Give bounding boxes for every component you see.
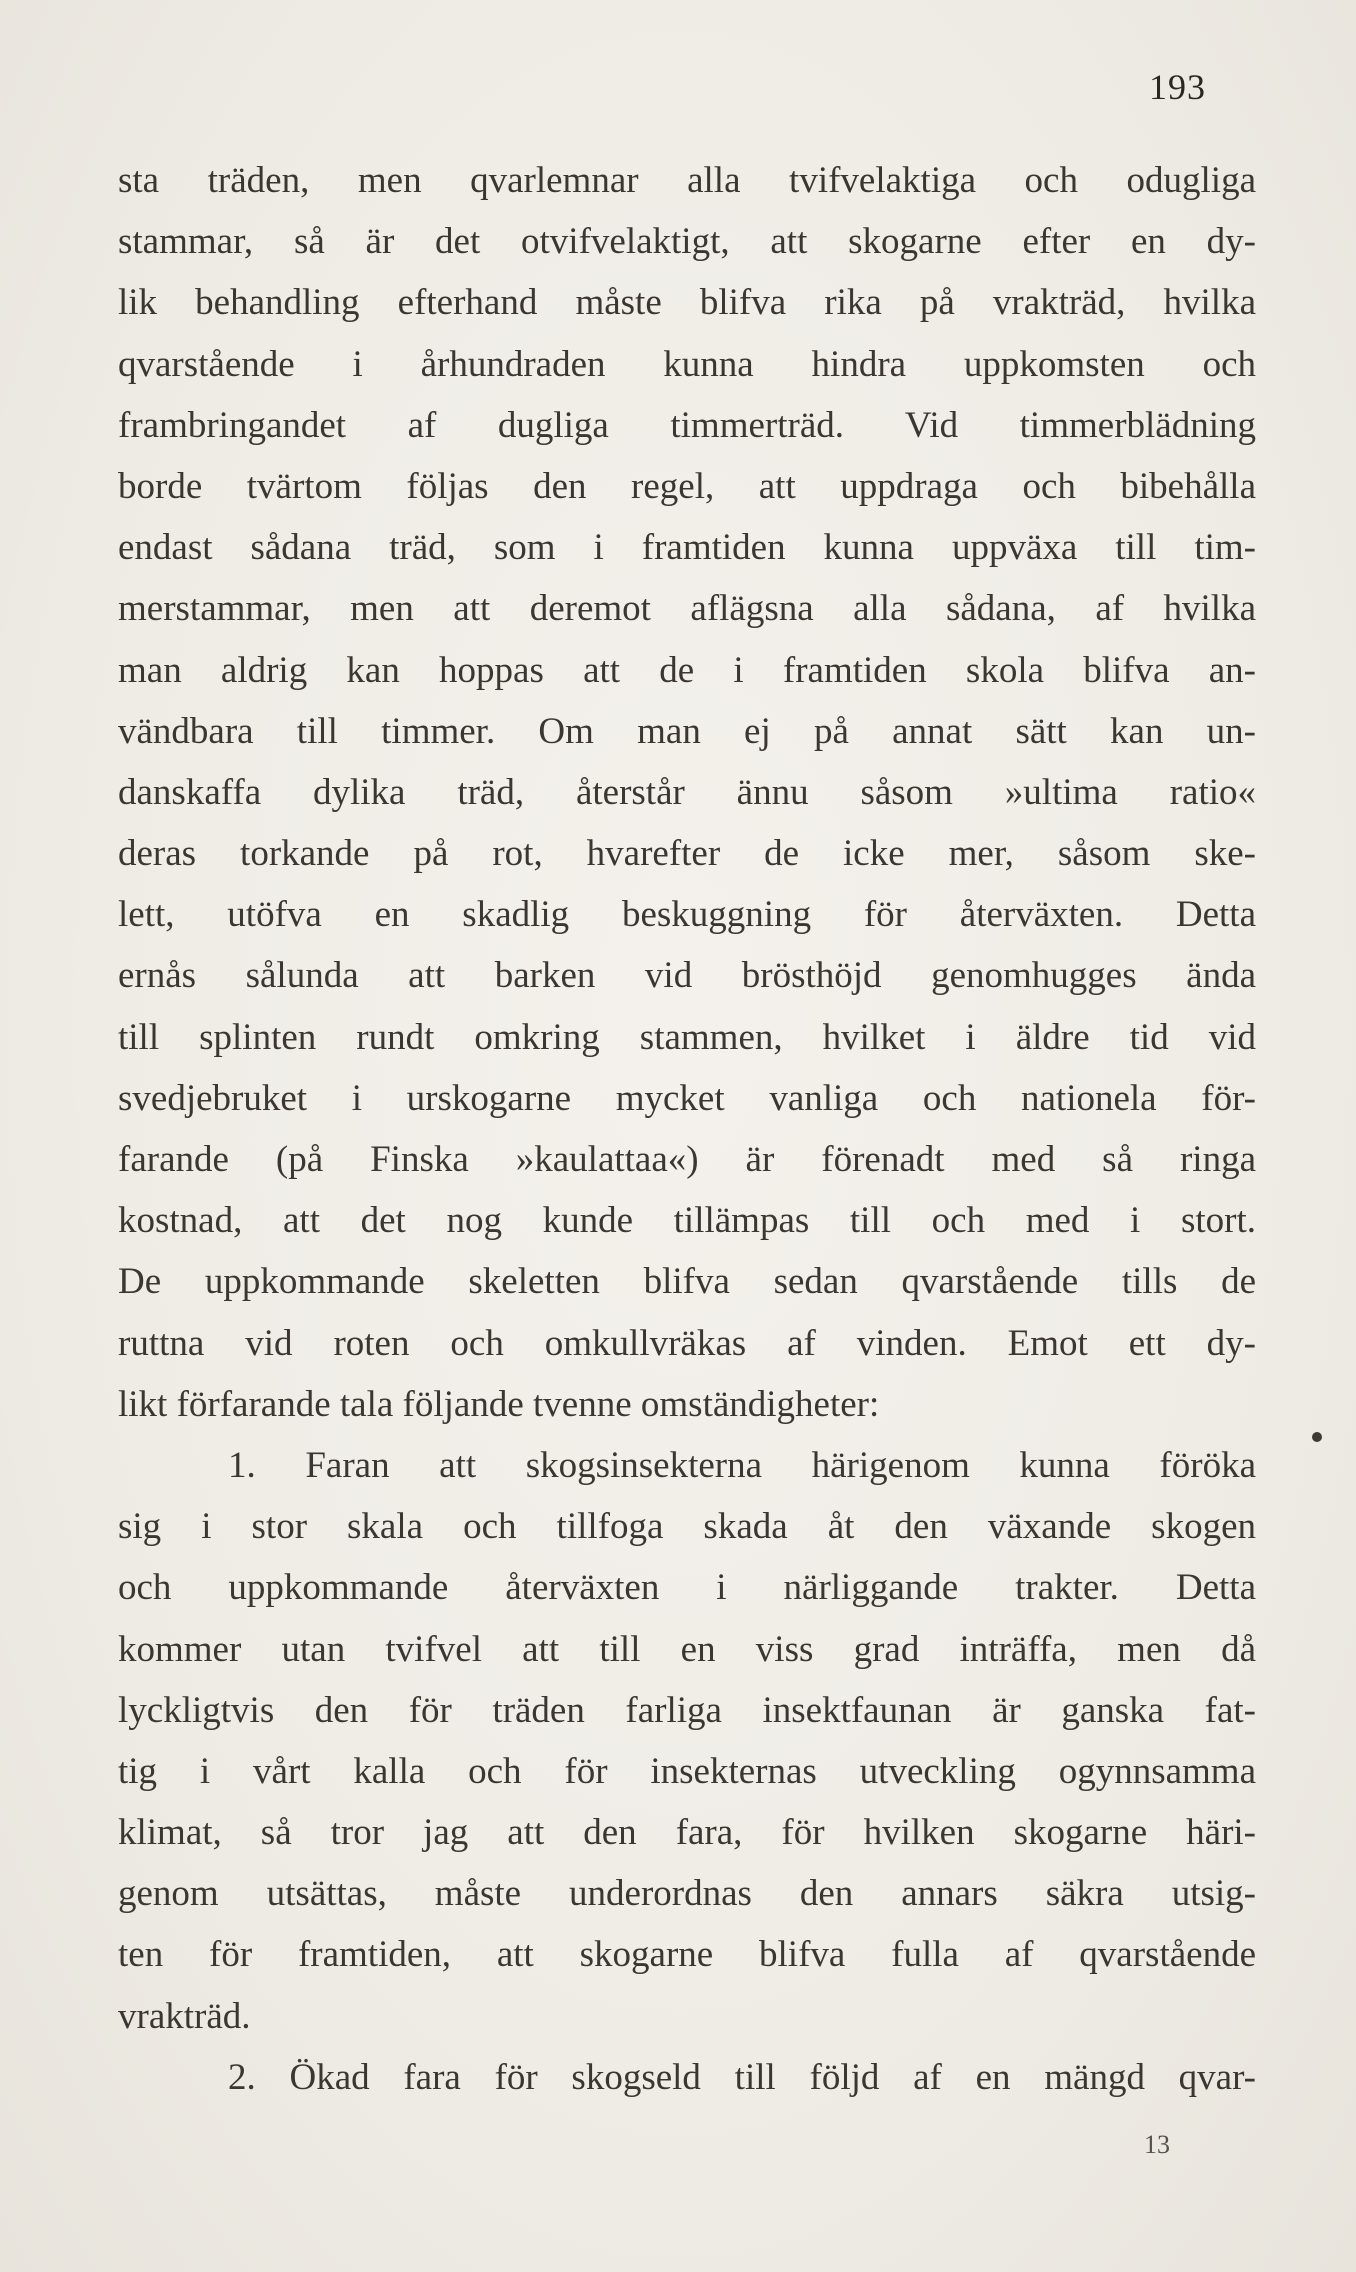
text-line: tig i vårt kalla och för insekternas utveckling ogynnsamma	[118, 1750, 1256, 1792]
text-line: till splinten rundt omkring stammen, hvilket i äldre tid vid	[118, 1016, 1256, 1058]
signature-mark: 13	[1144, 2130, 1170, 2159]
text-line: svedjebruket i urskogarne mycket vanliga och nationela för-	[118, 1077, 1256, 1119]
text-line: likt förfarande tala följande tvenne omständigheter:	[118, 1383, 880, 1425]
text-line: genom utsättas, måste underordnas den annars säkra utsig-	[118, 1873, 1256, 1915]
body-text	[118, 150, 1256, 2108]
text-line: sta träden, men qvarlemnar alla tvifvelaktiga och odugliga	[118, 160, 1256, 201]
page-number: 193	[1149, 67, 1206, 107]
text-line: merstammar, men att deremot aflägsna alla sådana, af hvilka	[118, 588, 1256, 630]
text-line: lett, utöfva en skadlig beskuggning för återväxten. Detta	[118, 894, 1256, 936]
text-line: deras torkande på rot, hvarefter de icke mer, såsom ske-	[118, 833, 1256, 875]
text-line: danskaffa dylika träd, återstår ännu såsom »ultima ratio«	[118, 771, 1256, 813]
text-line: vändbara till timmer. Om man ej på annat sätt kan un-	[118, 710, 1256, 752]
text-line: lyckligtvis den för träden farliga insektfaunan är ganska fat-	[118, 1689, 1256, 1731]
text-line: 2. Ökad fara för skogseld till följd af en mängd qvar-	[228, 2056, 1256, 2098]
text-line: ruttna vid roten och omkullvräkas af vinden. Emot ett dy-	[118, 1322, 1256, 1364]
text-line: qvarstående i århundraden kunna hindra uppkomsten och	[118, 343, 1256, 385]
text-line: endast sådana träd, som i framtiden kunna uppväxa till tim-	[118, 527, 1256, 569]
text-line: kommer utan tvifvel att till en viss grad inträffa, men då	[118, 1628, 1256, 1670]
text-line: och uppkommande återväxten i närliggande trakter. Detta	[118, 1567, 1256, 1609]
text-line: man aldrig kan hoppas att de i framtiden skola blifva an-	[118, 649, 1256, 691]
text-line: lik behandling efterhand måste blifva rika på vrakträd, hvilka	[118, 282, 1256, 324]
text-line: klimat, så tror jag att den fara, för hvilken skogarne häri-	[118, 1812, 1256, 1854]
text-line: stammar, så är det otvifvelaktigt, att skogarne efter en dy-	[118, 221, 1256, 263]
text-line: sig i stor skala och tillfoga skada åt den växande skogen	[118, 1506, 1256, 1548]
ink-speck	[1312, 1432, 1322, 1442]
text-line: farande (på Finska »kaulattaa«) är förenadt med så ringa	[118, 1139, 1256, 1180]
text-line: vrakträd.	[118, 1995, 251, 2037]
text-line: borde tvärtom följas den regel, att uppdraga och bibehålla	[118, 465, 1256, 507]
text-line: ten för framtiden, att skogarne blifva fulla af qvarstående	[118, 1934, 1256, 1976]
text-line: 1. Faran att skogsinsekterna härigenom kunna föröka	[228, 1444, 1256, 1486]
text-line: frambringandet af dugliga timmerträd. Vid timmerblädning	[118, 404, 1256, 446]
text-line: De uppkommande skeletten blifva sedan qvarstående tills de	[118, 1261, 1256, 1303]
text-line: ernås sålunda att barken vid brösthöjd genomhugges ända	[118, 955, 1256, 997]
text-line: kostnad, att det nog kunde tillämpas till och med i stort.	[118, 1200, 1256, 1242]
